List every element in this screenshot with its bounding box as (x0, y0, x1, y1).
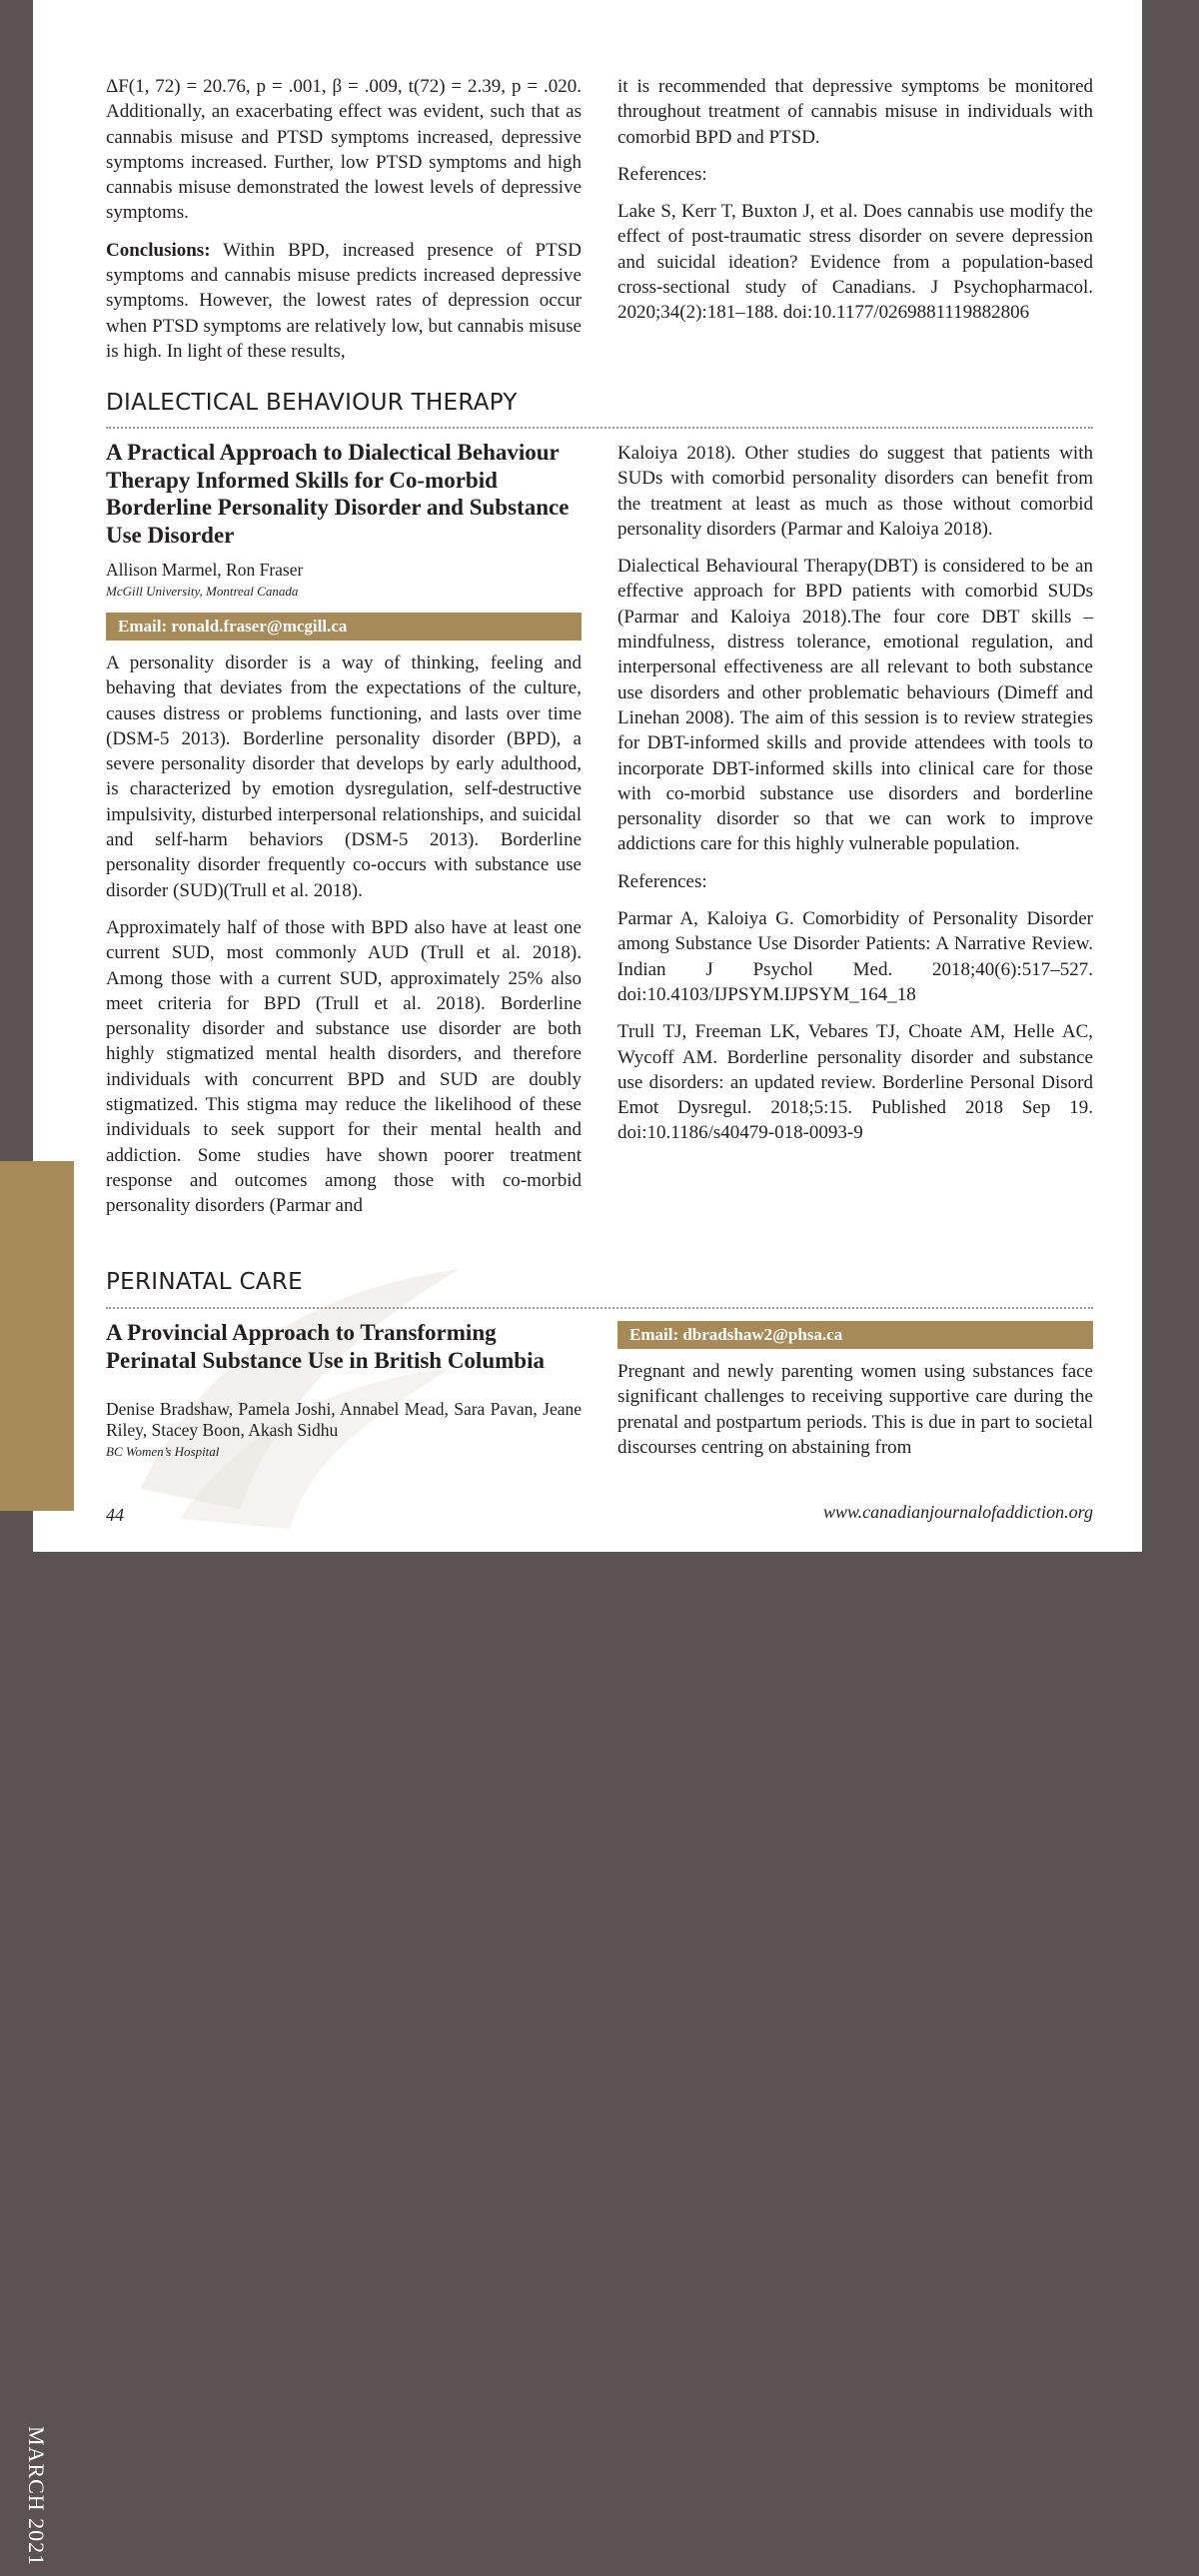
journal-url-link[interactable]: www.canadianjournalofaddiction.org (822, 1502, 1093, 1522)
dbt-byline (106, 560, 582, 600)
dbt-references-label: References: (617, 870, 707, 892)
prior-references-label: References: (617, 163, 707, 185)
dbt-right-column (617, 441, 1093, 1146)
dbt-article-title: A Practical Approach to Dialectical Behaviour Therapy Informed Skills for Co-morbid Borderline Personality Disorder and Substance Use Disorder (106, 440, 570, 548)
prior-conclusions-paragraph (106, 238, 582, 364)
prior-reference-item: Lake S, Kerr T, Buxton J, et al. Does cannabis use modify the effect of post-traumatic stress disorder on severe depression and suicidal ideation? Evidence from a population-based cross-sectional study of Canadians. J Psychopharmacol. 2020;34(2):181–188. doi:10.1177/0269881119882806 (617, 201, 1093, 324)
dbt-intro-paragraph: A personality disorder is a way of thinking, feeling and behaving that deviates from the expectations of the culture, causes distress or problems functioning, and lasts over time (DSM-5 2013). Borderline personality disorder (BPD), a severe personality disorder that develops by early adulthood, is characterized by emotion dysregulation, self-destructive impulsivity, disturbed interpersonal relationships, and suicidal and self-harm behaviors (DSM-5 2013). Borderline personality disorder frequently co-occurs with substance use disorder (SUD)(Trull et al. 2018). (106, 652, 582, 901)
perinatal-article-title: A Provincial Approach to Transforming Perinatal Substance Use in British Columbia (106, 1320, 545, 1373)
dbt-approach-paragraph: Dialectical Behavioural Therapy(DBT) is considered to be an effective approach for BPD patients with comorbid SUDs (Parmar and Kaloiya 2018).The four core DBT skills – mindfulness, distress tolerance, emotional regulation, and interpersonal effectiveness are all relevant to both substance use disorders and other problematic behaviours (Dimeff and Linehan 2008). The aim of this session is to review strategies for DBT-informed skills and provide attendees with tools to incorporate DBT-informed skills into clinical care for those with co-morbid substance use disorders and borderline personality disorder so that we can work to improve addictions care for this highly vulnerable population. (617, 556, 1093, 855)
side-tab (0, 1161, 74, 2567)
dbt-reference-item-2: Trull TJ, Freeman LK, Vebares TJ, Choate AM, Helle AC, Wycoff AM. Borderline personality disorder and substance use disorders: an updated review. Borderline Personal Disord Emot Dysregul. 2018;5:15. Published 2018 Sep 19. doi:10.1186/s40479-018-0093-9 (617, 1021, 1093, 1144)
perinatal-email-bar[interactable]: Email: dbradshaw2@phsa.ca (617, 1321, 1093, 1349)
dbt-reference-item-1: Parmar A, Kaloiya G. Comorbidity of Personality Disorder among Substance Use Disorder Patients: A Narrative Review. Indian J Psychol Med. 2018;40(6):517–527. doi:10.4103/IJPSYM.IJPSYM_164_18 (617, 908, 1093, 1005)
dbt-evidence-paragraph: Kaloiya 2018). Other studies do suggest that patients with SUDs with comorbid personality disorders can benefit from the treatment at least as much as those without comorbid personality disorders (Parmar and Kaloiya 2018). (617, 443, 1093, 540)
perinatal-byline (106, 1399, 582, 1460)
prior-article-left-column (106, 74, 582, 364)
section-divider-perinatal (106, 1307, 1093, 1309)
section-heading-perinatal: PERINATAL CARE (106, 1269, 303, 1295)
dbt-affiliation: McGill University, Montreal Canada (106, 584, 299, 599)
perinatal-right-column (617, 1359, 1093, 1460)
section-heading-dbt: DIALECTICAL BEHAVIOUR THERAPY (106, 390, 518, 416)
perinatal-authors: Denise Bradshaw, Pamela Joshi, Annabel Mead, Sara Pavan, Jeane Riley, Stacey Boon, Akash Sidhu (106, 1399, 582, 1440)
conclusions-text: Within BPD, increased presence of PTSD symptoms and cannabis misuse predicts increased depressive symptoms. However, the lowest rates of depression occur when PTSD symptoms are relatively low, but cannabis misuse is high. In light of these results, (106, 239, 582, 362)
perinatal-intro-paragraph: Pregnant and newly parenting women using substances face significant challenges to receiving supportive care during the prenatal and postpartum periods. This is due in part to societal discourses centring on abstaining from (617, 1361, 1093, 1458)
dbt-authors: Allison Marmel, Ron Fraser (106, 560, 304, 580)
section-divider-dbt (106, 427, 1093, 429)
perinatal-affiliation: BC Women’s Hospital (106, 1444, 220, 1459)
prior-article-right-column (617, 74, 1093, 326)
conclusions-label: Conclusions: (106, 239, 211, 261)
dbt-prevalence-paragraph: Approximately half of those with BPD also have at least one current SUD, most commonly AUD (Trull et al. 2018). Among those with a current SUD, approximately 25% also meet criteria for BPD (Trull et al. 2018). Borderline personality disorder and substance use disorder are both highly stigmatized mental health disorders, and therefore individuals with concurrent BPD and SUD are doubly stigmatized. This stigma may reduce the likelihood of these individuals to seek support for their mental health and addiction. Some studies have shown poorer treatment response and outcomes among those with co-morbid personality disorders (Parmar and (106, 916, 582, 1217)
issue-month-label: MARCH 2021 (24, 2426, 49, 2567)
dbt-email-bar[interactable]: Email: ronald.fraser@mcgill.ca (106, 613, 582, 641)
prior-recommendation-paragraph: it is recommended that depressive symptoms be monitored throughout treatment of cannabis misuse in individuals with comorbid BPD and PTSD. (617, 76, 1093, 148)
page-number: 44 (106, 1505, 124, 1525)
prior-results-paragraph: ΔF(1, 72) = 20.76, p = .001, β = .009, t(72) = 2.39, p = .020. Additionally, an exacerbating effect was evident, such that as cannabis misuse and PTSD symptoms increased, depressive symptoms increased. Further, low PTSD symptoms and high cannabis misuse demonstrated the lowest levels of depressive symptoms. (106, 76, 582, 224)
dbt-left-column (106, 650, 582, 1219)
